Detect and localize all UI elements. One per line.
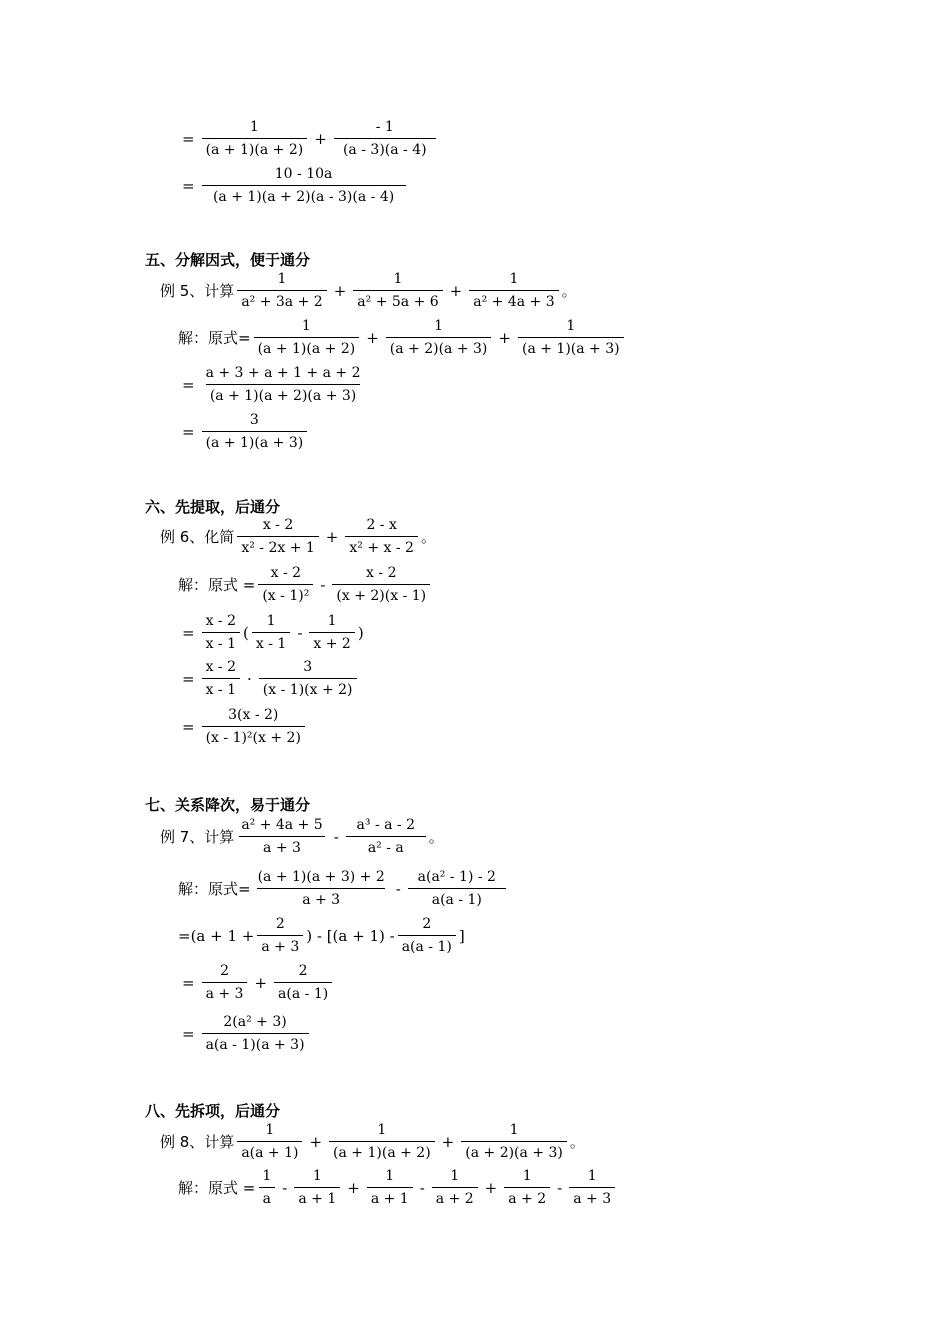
expression-text: ) - [(a + 1) - <box>306 926 395 945</box>
solution-line <box>178 564 433 605</box>
equals-sign: = <box>182 422 195 441</box>
numerator: 1 <box>312 1168 322 1184</box>
denominator: a + 1 <box>294 1187 340 1208</box>
numerator: x - 2 <box>205 613 237 629</box>
operator: + <box>325 527 339 546</box>
example-label: 例 6、化简 <box>160 528 235 546</box>
fraction <box>345 516 418 557</box>
operator: + <box>333 281 347 300</box>
denominator: a + 2 <box>432 1187 478 1208</box>
operator: + <box>441 1132 455 1151</box>
fraction <box>432 1167 478 1208</box>
operator: + <box>254 973 268 992</box>
fraction <box>254 317 360 358</box>
example-label: 例 7、计算 <box>160 828 235 846</box>
fraction <box>202 706 305 747</box>
fraction <box>469 270 558 311</box>
fraction <box>332 564 430 605</box>
section-heading: 六、先提取，后通分 <box>145 498 281 516</box>
fraction <box>202 658 240 699</box>
denominator: (a + 1)(a + 3) <box>518 337 624 358</box>
denominator: a + 3 <box>202 982 248 1003</box>
denominator: x² - 2x + 1 <box>237 536 318 557</box>
denominator: a(a - 1) <box>398 935 456 956</box>
equals-sign: = <box>182 717 195 736</box>
fraction <box>252 612 290 653</box>
denominator: a + 3 <box>239 836 325 857</box>
numerator: x - 2 <box>270 565 302 581</box>
denominator: a + 3 <box>257 888 385 909</box>
equation-line <box>178 658 360 699</box>
fraction <box>461 1121 567 1162</box>
numerator: x - 2 <box>262 517 294 533</box>
denominator: a <box>259 1187 275 1208</box>
denominator: a(a + 1) <box>237 1141 302 1162</box>
equals-sign: = <box>182 1024 195 1043</box>
denominator: a(a - 1) <box>274 982 332 1003</box>
section-heading: 七、关系降次，易于通分 <box>145 796 311 814</box>
period: 。 <box>569 1133 585 1151</box>
numerator: a + 3 + a + 1 + a + 2 <box>205 365 361 381</box>
denominator: a² + 5a + 6 <box>353 290 442 311</box>
fraction <box>259 658 357 699</box>
example-line <box>160 816 444 857</box>
fraction <box>274 962 332 1003</box>
numerator: 3(x - 2) <box>228 707 279 723</box>
fraction <box>294 1167 340 1208</box>
solution-line <box>178 1167 618 1208</box>
denominator: x - 1 <box>252 632 290 653</box>
equals-sign: = <box>182 973 195 992</box>
denominator: a + 3 <box>569 1187 615 1208</box>
denominator: (a + 1)(a + 2) <box>202 138 308 159</box>
numerator: 1 <box>262 1168 272 1184</box>
fraction <box>202 411 308 452</box>
example-label: 例 5、计算 <box>160 282 235 300</box>
example-line <box>160 1121 585 1162</box>
numerator: 2(a² + 3) <box>223 1014 287 1030</box>
denominator: a + 3 <box>257 935 303 956</box>
operator: + <box>314 129 327 148</box>
fraction <box>237 1121 302 1162</box>
operator: - <box>282 1178 288 1197</box>
operator: - <box>557 1178 563 1197</box>
denominator: (x + 2)(x - 1) <box>332 584 430 605</box>
equals-sign: = <box>182 623 195 642</box>
right-bracket: ] <box>458 926 465 945</box>
numerator: 1 <box>434 318 444 334</box>
equation-line <box>178 706 308 747</box>
numerator: 1 <box>509 1122 519 1138</box>
fraction <box>202 165 406 206</box>
denominator: a(a - 1)(a + 3) <box>202 1033 309 1054</box>
operator: + <box>309 1132 323 1151</box>
numerator: (a + 1)(a + 3) + 2 <box>257 869 385 885</box>
fraction <box>258 564 313 605</box>
numerator: 10 - 10a <box>274 166 333 182</box>
fraction <box>329 1121 435 1162</box>
expression-text: =(a + 1 + <box>178 926 255 945</box>
denominator: (a + 1)(a + 2)(a + 3) <box>206 384 360 405</box>
numerator: x - 2 <box>366 565 397 581</box>
equation-line <box>178 962 335 1003</box>
solution-line <box>178 317 627 358</box>
denominator: (a + 1)(a + 2) <box>329 1141 435 1162</box>
fraction <box>346 816 426 857</box>
denominator: x - 1 <box>202 678 240 699</box>
fraction <box>237 270 326 311</box>
numerator: 1 <box>393 271 403 287</box>
denominator: (a - 3)(a - 4) <box>334 138 436 159</box>
fraction <box>237 816 326 857</box>
fraction <box>202 962 248 1003</box>
equation-line <box>178 612 364 653</box>
equation-line <box>178 118 439 159</box>
denominator: a + 2 <box>504 1187 550 1208</box>
fraction <box>386 317 492 358</box>
solution-label: 解：原式= <box>178 880 251 898</box>
operator: - <box>333 827 339 846</box>
denominator: a² + 4a + 3 <box>469 290 558 311</box>
numerator: 1 <box>377 1122 387 1138</box>
numerator: 1 <box>277 271 287 287</box>
numerator: 1 <box>249 119 259 135</box>
numerator: a³ - a - 2 <box>356 817 416 833</box>
equals-sign: = <box>182 129 195 148</box>
denominator: (a + 2)(a + 3) <box>461 1141 567 1162</box>
equals-sign: = <box>182 669 195 688</box>
numerator: 3 <box>303 659 313 675</box>
numerator: a(a² - 1) - 2 <box>417 869 496 885</box>
numerator: 1 <box>522 1168 532 1184</box>
fraction <box>518 317 624 358</box>
operator: + <box>449 281 463 300</box>
operator: + <box>484 1178 498 1197</box>
equals-sign: = <box>182 176 195 195</box>
numerator: 1 <box>265 1122 275 1138</box>
denominator: (x - 1)(x + 2) <box>259 678 357 699</box>
fraction <box>367 1167 413 1208</box>
example-label: 例 8、计算 <box>160 1133 235 1151</box>
operator: - <box>395 879 401 898</box>
example-line <box>160 270 577 311</box>
numerator: 1 <box>266 613 276 629</box>
denominator: a² - a <box>346 836 426 857</box>
numerator: 1 <box>587 1168 597 1184</box>
solution-label: 解：原式= <box>178 329 251 347</box>
numerator: 1 <box>385 1168 395 1184</box>
equation-line <box>178 364 368 405</box>
denominator: (a + 2)(a + 3) <box>386 337 492 358</box>
fraction <box>353 270 442 311</box>
equation-line <box>178 165 409 206</box>
example-line <box>160 516 436 557</box>
period: 。 <box>428 828 444 846</box>
right-paren: ) <box>357 623 364 642</box>
denominator: x² + x - 2 <box>345 536 418 557</box>
numerator: a² + 4a + 5 <box>241 817 323 833</box>
operator: - <box>419 1178 425 1197</box>
denominator: x - 1 <box>202 632 240 653</box>
equation-line <box>178 411 310 452</box>
fraction <box>202 118 308 159</box>
numerator: 1 <box>450 1168 460 1184</box>
denominator: (a + 1)(a + 3) <box>202 431 308 452</box>
fraction <box>202 612 240 653</box>
left-paren: ( <box>243 623 249 642</box>
equation-line <box>178 915 465 956</box>
fraction <box>504 1167 550 1208</box>
fraction <box>334 118 436 159</box>
numerator: 1 <box>327 613 337 629</box>
fraction <box>202 364 365 405</box>
numerator: - 1 <box>375 119 394 135</box>
denominator: (a + 1)(a + 2)(a - 3)(a - 4) <box>202 185 406 206</box>
operator: - <box>297 623 303 642</box>
fraction <box>398 915 456 956</box>
fraction <box>237 516 318 557</box>
solution-label: 解：原式 = <box>178 1179 256 1197</box>
period: 。 <box>561 282 577 300</box>
operator: + <box>347 1178 360 1197</box>
denominator: a² + 3a + 2 <box>237 290 326 311</box>
fraction <box>257 915 303 956</box>
fraction <box>254 868 389 909</box>
denominator: (x - 1)²(x + 2) <box>202 726 305 747</box>
numerator: 2 <box>422 916 432 932</box>
denominator: x + 2 <box>309 632 354 653</box>
denominator: (x - 1)² <box>258 584 313 605</box>
fraction <box>202 1013 309 1054</box>
numerator: 1 <box>301 318 311 334</box>
equation-line <box>178 1013 312 1054</box>
numerator: 2 <box>298 963 308 979</box>
numerator: 1 <box>566 318 576 334</box>
operator: + <box>498 328 511 347</box>
section-heading: 八、先拆项，后通分 <box>145 1102 281 1120</box>
numerator: 2 <box>275 916 285 932</box>
denominator: a(a - 1) <box>408 888 506 909</box>
numerator: 1 <box>509 271 519 287</box>
equals-sign: = <box>182 375 195 394</box>
numerator: x - 2 <box>205 659 237 675</box>
solution-line <box>178 868 509 909</box>
numerator: 3 <box>249 412 259 428</box>
denominator: a + 1 <box>367 1187 413 1208</box>
numerator: 2 <box>220 963 229 979</box>
denominator: (a + 1)(a + 2) <box>254 337 360 358</box>
fraction <box>309 612 354 653</box>
fraction <box>408 868 506 909</box>
fraction <box>569 1167 615 1208</box>
solution-label: 解：原式 = <box>178 576 256 594</box>
operator: + <box>366 328 379 347</box>
numerator: 2 - x <box>366 517 397 533</box>
operator: - <box>320 575 326 594</box>
period: 。 <box>420 528 436 546</box>
section-heading: 五、分解因式，便于通分 <box>145 251 311 269</box>
fraction <box>258 1167 275 1208</box>
operator: · <box>247 669 252 688</box>
